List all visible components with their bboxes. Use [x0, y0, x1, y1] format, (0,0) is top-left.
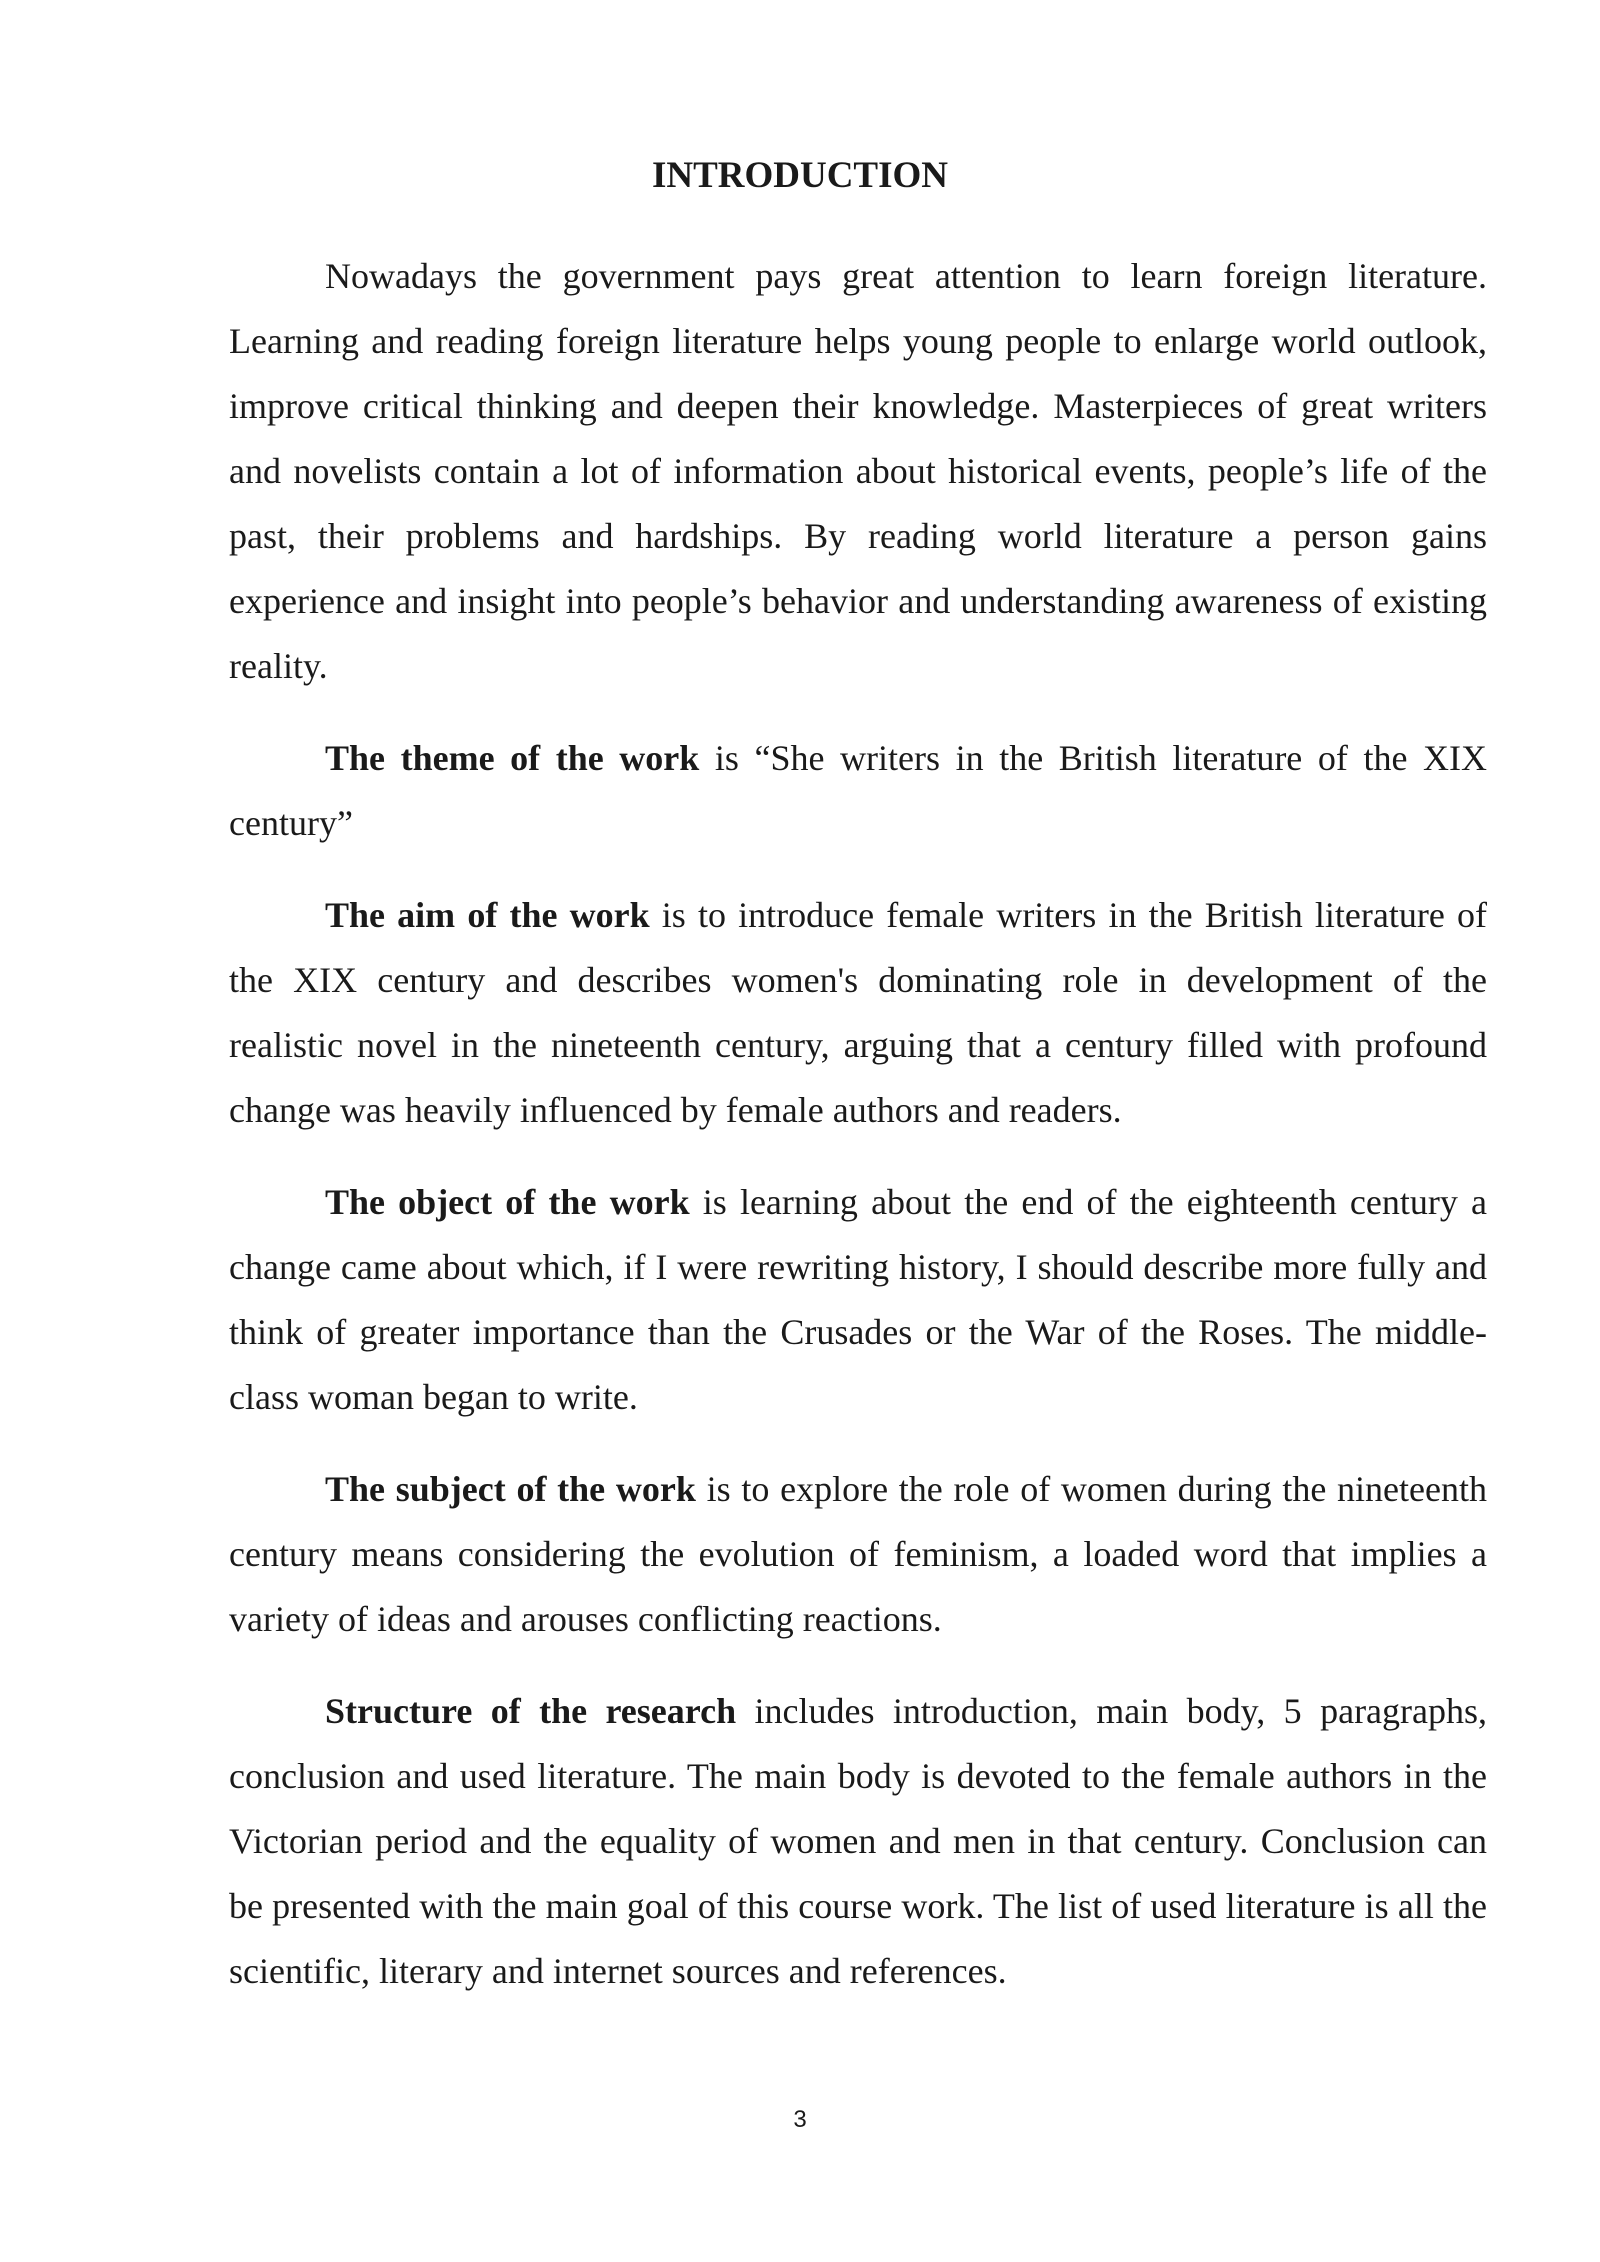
- subject-lead: The subject of the work: [325, 1469, 696, 1509]
- object-paragraph: [229, 1170, 1487, 1430]
- aim-lead: The aim of the work: [325, 895, 650, 935]
- structure-paragraph: [229, 1679, 1487, 2004]
- object-text: is learning about the end of the eighteenth century a change came about which, if I were rewriting history, I should describe more fully and think of greater importance than the Crusades or the War of the Roses. The middle-class woman began to write.: [229, 1182, 1487, 1417]
- page-title: INTRODUCTION: [651, 155, 949, 196]
- theme-paragraph: [229, 726, 1487, 856]
- document-body: [229, 244, 1487, 2004]
- structure-text: includes introduction, main body, 5 paragraphs, conclusion and used literature. The main body is devoted to the female authors in the Victorian period and the equality of women and men in that century. Conclusion can be presented with the main goal of this course work. The list of used literature is all the scientific, literary and internet sources and references.: [229, 1691, 1488, 1991]
- subject-text: is to explore the role of women during the nineteenth century means considering the evolution of feminism, a loaded word that implies a variety of ideas and arouses conflicting reactions.: [229, 1469, 1487, 1639]
- structure-lead: Structure of the research: [325, 1691, 737, 1731]
- object-lead: The object of the work: [325, 1182, 690, 1222]
- aim-paragraph: [229, 883, 1487, 1143]
- aim-text: is to introduce female writers in the British literature of the XIX century and describes women's dominating role in development of the realistic novel in the nineteenth century, arguing that a century filled with profound change was heavily influenced by female authors and readers.: [229, 895, 1487, 1130]
- theme-text: is “She writers in the British literature of the XIX century”: [229, 738, 1487, 843]
- intro-paragraph: Nowadays the government pays great attention to learn foreign literature. Learning and reading foreign literature helps young people to enlarge world outlook, improve critical thinking and deepen their knowledge. Masterpieces of great writers and novelists contain a lot of information about historical events, people’s life of the past, their problems and hardships. By reading world literature a person gains experience and insight into people’s behavior and understanding awareness of existing reality.: [229, 256, 1487, 686]
- page-number: 3: [793, 2106, 807, 2133]
- theme-lead: The theme of the work: [325, 738, 700, 778]
- subject-paragraph: [229, 1457, 1487, 1652]
